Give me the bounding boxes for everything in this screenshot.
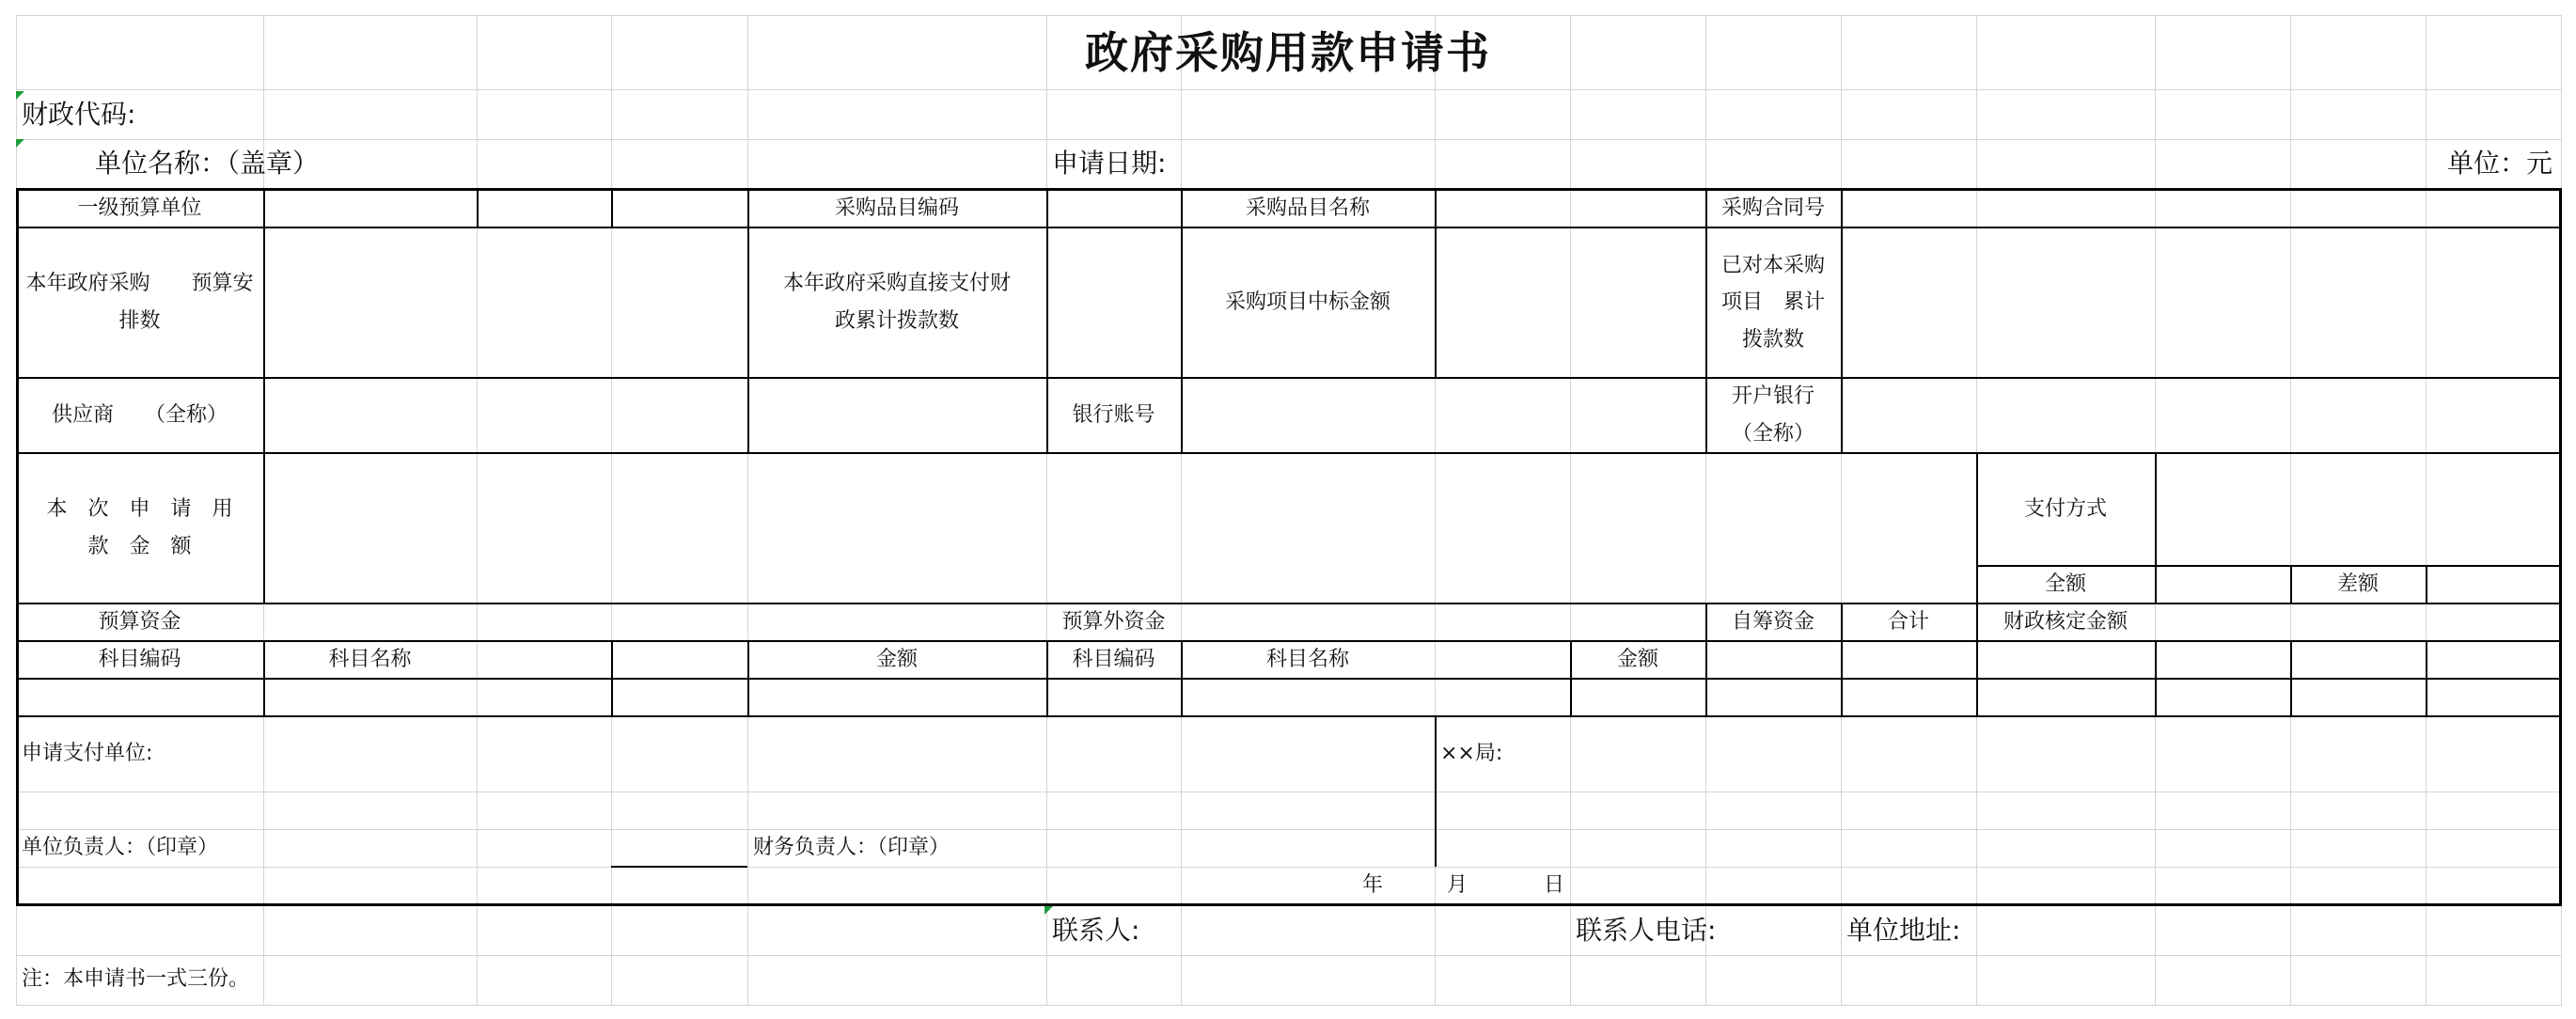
table-border xyxy=(1841,640,1843,716)
item-code-label: 采购品目编码 xyxy=(834,196,959,221)
table-border xyxy=(1435,227,1437,378)
table-border xyxy=(611,640,613,716)
table-border xyxy=(2426,640,2427,716)
subject-name-label-2: 科目名称 xyxy=(1265,648,1349,672)
bureau-label: ××局: xyxy=(1440,742,1503,766)
subject-code-label-2: 科目编码 xyxy=(1072,648,1155,672)
budget-funds-label: 预算资金 xyxy=(98,610,181,635)
form-title: 政府采购用款申请书 xyxy=(1085,26,1491,78)
amount-label: 金额 xyxy=(875,648,918,672)
contact-label: 联系人: xyxy=(1052,914,1140,946)
item-name-label: 采购品目名称 xyxy=(1245,196,1370,221)
table-border xyxy=(1435,189,1437,227)
table-border xyxy=(2155,452,2157,566)
unit-address-label: 单位地址: xyxy=(1846,914,1961,946)
year-label: 年 xyxy=(1361,873,1383,898)
pay-method-label: 支付方式 xyxy=(2023,497,2107,522)
table-border xyxy=(16,452,2561,454)
applicant-unit-label: 申请支付单位: xyxy=(22,742,153,766)
level1-budget-unit-label: 一级预算单位 xyxy=(77,196,202,221)
supplier-label: 供应商 （全称） xyxy=(51,403,228,428)
unit-name-label: 单位名称：（盖章） xyxy=(95,147,320,179)
grid-line xyxy=(16,867,2561,868)
bank-account-label: 银行账号 xyxy=(1072,403,1155,428)
table-border xyxy=(263,189,265,453)
extra-budget-funds-label: 预算外资金 xyxy=(1061,610,1166,635)
full-amount-label: 全额 xyxy=(2044,572,2086,597)
table-border xyxy=(611,189,613,227)
contact-phone-label: 联系人电话: xyxy=(1576,914,1717,946)
bid-amount-label: 采购项目中标金额 xyxy=(1224,290,1390,315)
apply-amount-label: 本 次 申 请 用 款 金 额 xyxy=(46,497,254,558)
unit-currency-label: 单位：元 xyxy=(2446,147,2552,179)
subject-name-label: 科目名称 xyxy=(328,648,412,672)
direct-pay-label: 本年政府采购直接支付财政累计拨款数 xyxy=(782,272,1011,333)
note-label: 注：本申请书一式三份。 xyxy=(22,967,250,992)
annual-budget-label: 本年政府采购 预算安排数 xyxy=(25,272,254,333)
finance-head-label: 财务负责人：（印章） xyxy=(753,836,950,860)
table-border xyxy=(477,189,479,227)
table-border xyxy=(2155,640,2157,716)
table-border xyxy=(2290,640,2292,716)
table-border xyxy=(16,603,2561,604)
table-border xyxy=(2155,565,2157,604)
apply-date-label: 申请日期: xyxy=(1052,147,1167,179)
unit-head-label: 单位负责人：（印章） xyxy=(22,836,219,860)
table-border xyxy=(2559,188,2562,906)
difference-label: 差额 xyxy=(2336,572,2379,597)
allocated-label: 已对本采购项目 累计拨款数 xyxy=(1720,253,1825,352)
table-border xyxy=(263,452,265,604)
total-label: 合计 xyxy=(1887,610,1929,635)
self-raised-label: 自筹资金 xyxy=(1731,610,1814,635)
grid-line xyxy=(16,1005,2562,1006)
day-label: 日 xyxy=(1543,873,1564,898)
approved-amount-label: 财政核定金额 xyxy=(2003,610,2128,635)
fiscal-code-label: 财政代码: xyxy=(22,98,136,130)
table-border xyxy=(1841,189,1843,453)
table-border xyxy=(2426,565,2427,604)
subject-code-label: 科目编码 xyxy=(98,648,181,672)
month-label: 月 xyxy=(1446,873,1468,898)
cell-marker-icon xyxy=(16,139,24,148)
amount-label-2: 金额 xyxy=(1616,648,1658,672)
contract-no-label: 采购合同号 xyxy=(1720,196,1825,221)
table-border xyxy=(1705,640,1707,716)
bank-label: 开户银行（全称） xyxy=(1731,384,1814,446)
table-border xyxy=(1976,640,1978,716)
